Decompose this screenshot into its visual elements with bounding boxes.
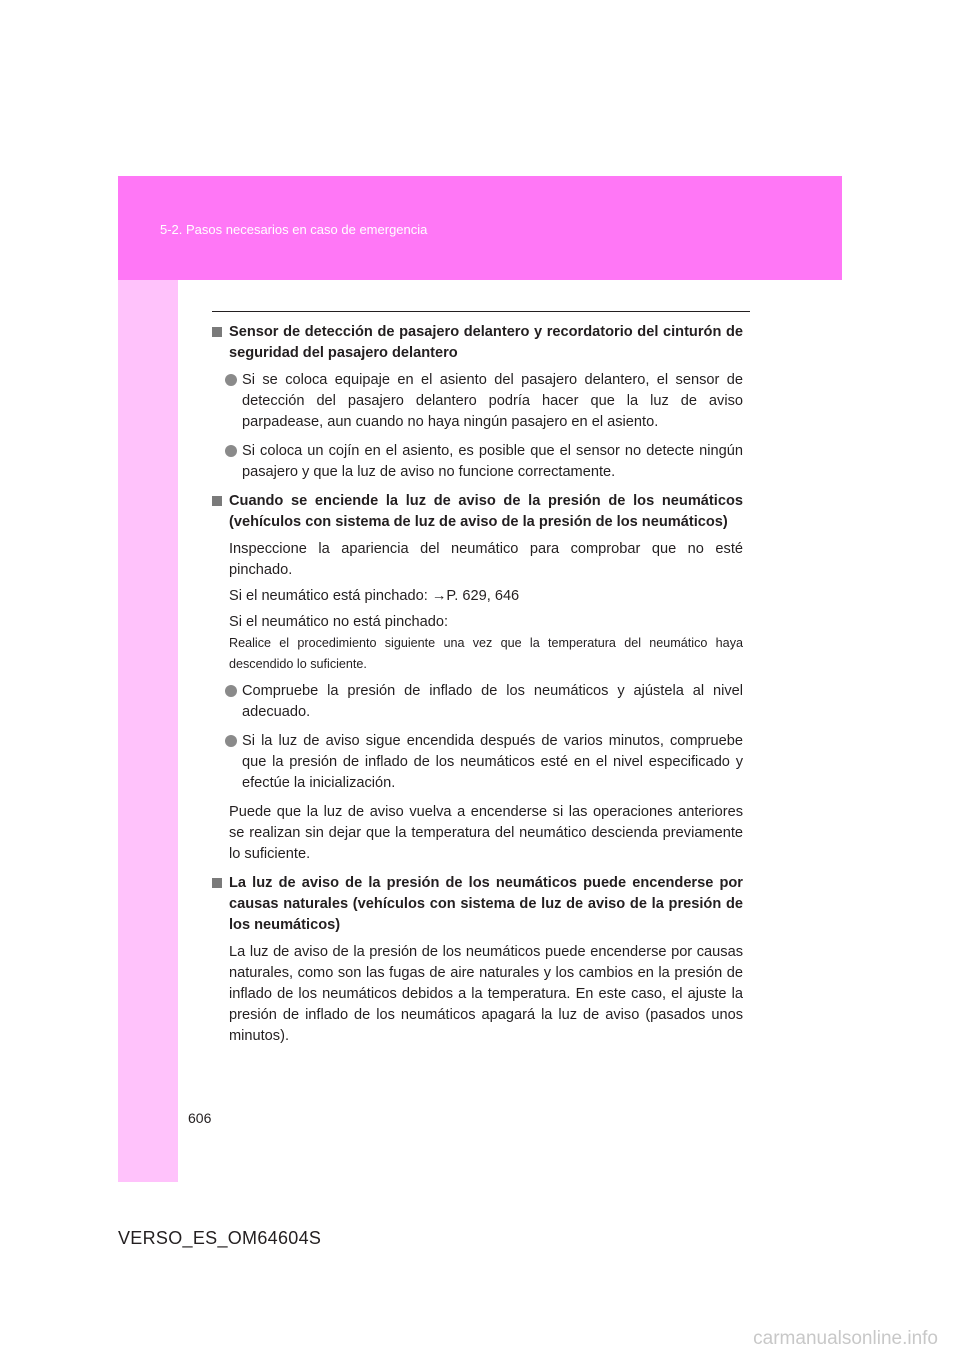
paragraph: Puede que la luz de aviso vuelva a encenderse si las operaciones anteriores se realizan sin dejar que la temperatura del neumático descienda previamente lo suficiente. (229, 804, 743, 862)
circle-bullet-icon (225, 685, 237, 697)
circle-bullet-icon (225, 374, 237, 386)
circle-bullet-icon (225, 735, 237, 747)
section-heading: Sensor de detección de pasajero delantero y recordatorio del cinturón de seguridad del pasajero delantero (212, 322, 743, 364)
section-title: 5-2. Pasos necesarios en caso de emergencia (160, 222, 428, 237)
paragraph: Si el neumático no está pinchado: Realice el procedimiento siguiente una vez que la temperatura del neumático haya descendido lo suficiente. (229, 614, 743, 671)
paragraph: Inspeccione la apariencia del neumático para comprobar que no esté pinchado. (229, 541, 743, 578)
square-bullet-icon (212, 327, 222, 337)
circle-bullet-icon (225, 445, 237, 457)
side-thumb-strip (118, 280, 178, 1182)
paragraph: La luz de aviso de la presión de los neumáticos puede encenderse por causas naturales, como son las fugas de aire naturales y los cambios en la presión de inflado de los neumáticos debidos a la temperatura. En este caso, el ajuste la presión de inflado de los neumáticos apagará la luz de aviso (pasados unos minutos). (229, 944, 743, 1044)
list-item: Compruebe la presión de inflado de los neumáticos y ajústela al nivel adecuado. (212, 681, 743, 723)
watermark: carmanualsonline.info (753, 1328, 938, 1349)
list-item: Si la luz de aviso sigue encendida después de varios minutos, compruebe que la presión de inflado de los neumáticos esté en el nivel especificado y efectúe la inicialización. (212, 731, 743, 794)
paragraph: Si el neumático está pinchado: →P. 629, 646 (229, 588, 520, 604)
top-divider (212, 311, 750, 312)
section-heading: La luz de aviso de la presión de los neumáticos puede encenderse por causas naturales (vehículos con sistema de luz de aviso de la presión de los neumáticos) (212, 873, 743, 936)
section-heading: Cuando se enciende la luz de aviso de la presión de los neumáticos (vehículos con sistema de luz de aviso de la presión de los neumáticos) (212, 491, 743, 533)
page-content (212, 322, 743, 1052)
page-number: 606 (188, 1110, 212, 1126)
square-bullet-icon (212, 496, 222, 506)
document-code: VERSO_ES_OM64604S (118, 1228, 322, 1248)
square-bullet-icon (212, 878, 222, 888)
list-item: Si se coloca equipaje en el asiento del pasajero delantero, el sensor de detección del pasajero delantero podría hacer que la luz de aviso parpadease, aun cuando no haya ningún pasajero en el asiento. (212, 370, 743, 433)
list-item: Si coloca un cojín en el asiento, es posible que el sensor no detecte ningún pasajero y que la luz de aviso no funcione correctamente. (212, 441, 743, 483)
